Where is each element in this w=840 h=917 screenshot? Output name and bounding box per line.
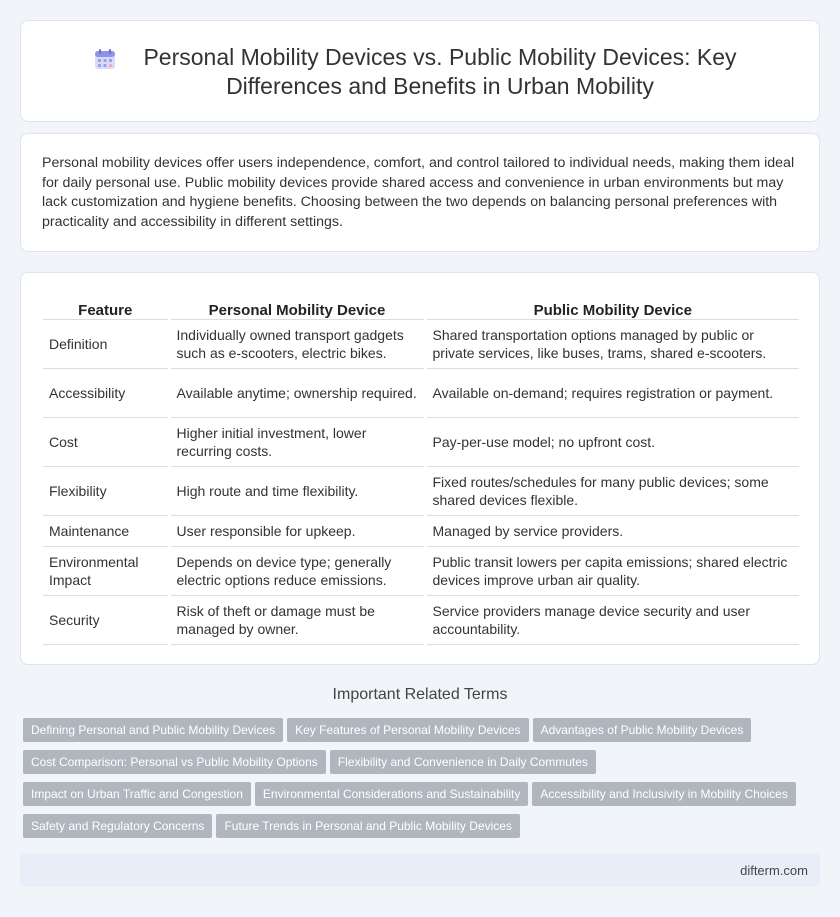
personal-cell: High route and time flexibility. [169, 466, 425, 515]
feature-cell: Security [43, 595, 169, 644]
related-term-tag[interactable]: Future Trends in Personal and Public Mobility Devices [216, 814, 519, 838]
personal-cell: Depends on device type; generally electric options reduce emissions. [169, 546, 425, 595]
related-term-tag[interactable]: Key Features of Personal Mobility Devices [287, 718, 528, 742]
personal-cell: Risk of theft or damage must be managed by owner. [169, 595, 425, 644]
public-cell: Available on-demand; requires registration or payment. [425, 368, 799, 417]
intro-paragraph: Personal mobility devices offer users independence, comfort, and control tailored to individual needs, making them ideal for daily personal use. Public mobility devices provide shared access and convenience in urban environments but may lack customization and hygiene benefits. Choosing between the two depends on balancing personal preferences with practicality and accessibility in different settings. [42, 155, 795, 230]
site-link[interactable]: difterm.com [740, 863, 808, 878]
personal-cell: Available anytime; ownership required. [169, 368, 425, 417]
public-cell: Managed by service providers. [425, 515, 799, 546]
page-title: Personal Mobility Devices vs. Public Mobility Devices: Key Differences and Benefits in Urban Mobility [143, 44, 737, 99]
related-term-tag[interactable]: Flexibility and Convenience in Daily Commutes [330, 750, 596, 774]
public-cell: Shared transportation options managed by public or private services, like buses, trams, shared e-scooters. [425, 319, 799, 368]
feature-cell: Accessibility [43, 368, 169, 417]
table-row [43, 515, 799, 546]
public-cell: Service providers manage device security and user accountability. [425, 595, 799, 644]
table-row [43, 368, 799, 417]
header-feature: Feature [43, 296, 169, 319]
intro-card [20, 133, 820, 252]
table-row [43, 417, 799, 466]
related-term-tag[interactable]: Cost Comparison: Personal vs Public Mobility Options [23, 750, 326, 774]
related-term-tag[interactable]: Accessibility and Inclusivity in Mobility Choices [532, 782, 795, 806]
table-row [43, 546, 799, 595]
related-terms-heading: Important Related Terms [332, 686, 508, 703]
feature-cell: Environmental Impact [43, 546, 169, 595]
comparison-table [43, 296, 799, 645]
table-row [43, 595, 799, 644]
related-term-tag[interactable]: Advantages of Public Mobility Devices [533, 718, 752, 742]
table-header-row [43, 296, 799, 319]
public-cell: Fixed routes/schedules for many public devices; some shared devices flexible. [425, 466, 799, 515]
public-cell: Public transit lowers per capita emissions; shared electric devices improve urban air quality. [425, 546, 799, 595]
header-personal: Personal Mobility Device [169, 296, 425, 319]
header-public: Public Mobility Device [425, 296, 799, 319]
related-terms-list [23, 718, 813, 846]
related-term-tag[interactable]: Safety and Regulatory Concerns [23, 814, 212, 838]
feature-cell: Maintenance [43, 515, 169, 546]
comparison-card [20, 272, 820, 665]
personal-cell: User responsible for upkeep. [169, 515, 425, 546]
public-cell: Pay-per-use model; no upfront cost. [425, 417, 799, 466]
related-term-tag[interactable]: Defining Personal and Public Mobility Devices [23, 718, 283, 742]
feature-cell: Definition [43, 319, 169, 368]
personal-cell: Individually owned transport gadgets such as e-scooters, electric bikes. [169, 319, 425, 368]
related-term-tag[interactable]: Impact on Urban Traffic and Congestion [23, 782, 251, 806]
feature-cell: Flexibility [43, 466, 169, 515]
footer [20, 853, 820, 887]
personal-cell: Higher initial investment, lower recurring costs. [169, 417, 425, 466]
header-card [20, 20, 820, 122]
table-row [43, 466, 799, 515]
related-term-tag[interactable]: Environmental Considerations and Sustainability [255, 782, 528, 806]
feature-cell: Cost [43, 417, 169, 466]
table-row [43, 319, 799, 368]
